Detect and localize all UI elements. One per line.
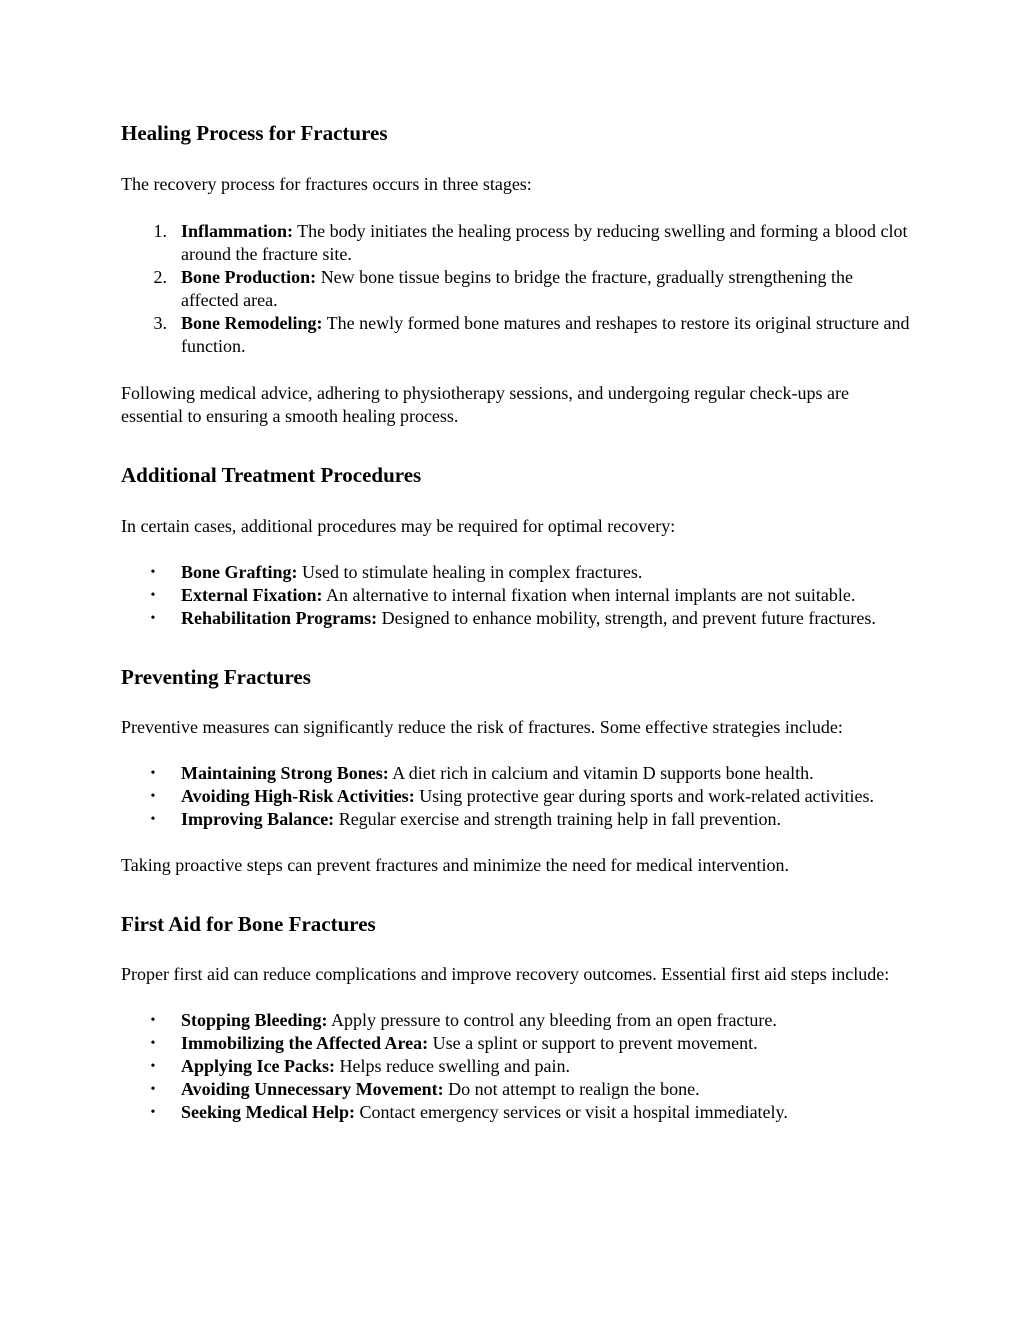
bullet-icon: • <box>150 1082 156 1097</box>
bullet-icon: • <box>150 1105 156 1120</box>
bullet-icon: • <box>150 611 156 626</box>
list-item <box>121 220 911 266</box>
list-item-text: Apply pressure to control any bleeding from an open fracture. <box>327 1010 777 1030</box>
list-item <box>121 266 911 312</box>
list-item <box>121 1055 911 1078</box>
list-item-term: Maintaining Strong Bones: <box>181 763 389 783</box>
list-item-term: Avoiding High-Risk Activities: <box>181 786 415 806</box>
bullet-icon: • <box>150 565 156 580</box>
bullet-icon: • <box>150 1013 156 1028</box>
section-first-aid <box>121 909 911 1124</box>
list-item-text: Do not attempt to realign the bone. <box>443 1079 700 1099</box>
list-number: 2. <box>153 267 167 287</box>
section-heading: First Aid for Bone Fractures <box>121 912 376 936</box>
list-item-text: New bone tissue begins to bridge the fracture, gradually strengthening the affected area. <box>181 267 854 310</box>
list-item-text: Regular exercise and strength training help in fall prevention. <box>334 809 782 829</box>
bullet-icon: • <box>150 812 156 827</box>
list-item-term: Avoiding Unnecessary Movement: <box>181 1079 444 1099</box>
list-item <box>121 1101 911 1124</box>
bullet-list <box>121 762 911 831</box>
bullet-icon: • <box>150 588 156 603</box>
section-intro: Proper first aid can reduce complications and improve recovery outcomes. Essential first aid steps include: <box>121 964 890 984</box>
list-item-term: Inflammation: <box>181 221 293 241</box>
list-item-term: Applying Ice Packs: <box>181 1056 336 1076</box>
bullet-list <box>121 561 911 630</box>
list-item-term: Bone Grafting: <box>181 562 298 582</box>
list-item <box>121 312 911 358</box>
list-item-text: An alternative to internal fixation when internal implants are not suitable. <box>322 585 856 605</box>
list-item-text: Used to stimulate healing in complex fractures. <box>297 562 643 582</box>
section-intro: The recovery process for fractures occurs in three stages: <box>121 174 532 194</box>
bullet-icon: • <box>150 766 156 781</box>
bullet-icon: • <box>150 1036 156 1051</box>
list-item <box>121 561 911 584</box>
list-item-term: Bone Remodeling: <box>181 313 323 333</box>
list-item-text: Use a splint or support to prevent movement. <box>428 1033 758 1053</box>
bullet-list <box>121 1009 911 1124</box>
section-additional-treatment <box>121 460 911 630</box>
section-preventing-fractures <box>121 662 911 877</box>
section-outro: Taking proactive steps can prevent fractures and minimize the need for medical intervention. <box>121 855 789 875</box>
list-item-term: Immobilizing the Affected Area: <box>181 1033 429 1053</box>
list-item-text: Helps reduce swelling and pain. <box>335 1056 570 1076</box>
list-item-term: Improving Balance: <box>181 809 335 829</box>
section-heading: Additional Treatment Procedures <box>121 463 422 487</box>
list-item-text: Contact emergency services or visit a hospital immediately. <box>355 1102 788 1122</box>
section-intro: Preventive measures can significantly reduce the risk of fractures. Some effective strategies include: <box>121 717 843 737</box>
list-item-term: Seeking Medical Help: <box>181 1102 355 1122</box>
section-healing-process <box>121 118 911 428</box>
list-item-term: Rehabilitation Programs: <box>181 608 378 628</box>
section-intro: In certain cases, additional procedures may be required for optimal recovery: <box>121 516 676 536</box>
list-item <box>121 785 911 808</box>
list-item <box>121 1032 911 1055</box>
list-number: 3. <box>153 313 167 333</box>
list-item-term: Bone Production: <box>181 267 317 287</box>
list-item-text: The body initiates the healing process by reducing swelling and forming a blood clot around the fracture site. <box>181 221 908 264</box>
list-item-text: The newly formed bone matures and reshapes to restore its original structure and function. <box>181 313 910 356</box>
list-item <box>121 584 911 607</box>
bullet-icon: • <box>150 789 156 804</box>
list-item <box>121 762 911 785</box>
section-heading: Preventing Fractures <box>121 665 311 689</box>
list-item <box>121 607 911 630</box>
section-outro: Following medical advice, adhering to physiotherapy sessions, and undergoing regular check-ups are essential to ensuring a smooth healing process. <box>121 383 849 426</box>
section-heading: Healing Process for Fractures <box>121 121 388 145</box>
list-item-text: A diet rich in calcium and vitamin D supports bone health. <box>388 763 814 783</box>
list-number: 1. <box>153 221 167 241</box>
document-page <box>121 118 911 1124</box>
list-item-text: Using protective gear during sports and work-related activities. <box>414 786 875 806</box>
bullet-icon: • <box>150 1059 156 1074</box>
list-item <box>121 808 911 831</box>
list-item-term: External Fixation: <box>181 585 323 605</box>
list-item-term: Stopping Bleeding: <box>181 1010 328 1030</box>
list-item-text: Designed to enhance mobility, strength, and prevent future fractures. <box>377 608 876 628</box>
numbered-list <box>121 220 911 358</box>
list-item <box>121 1009 911 1032</box>
list-item <box>121 1078 911 1101</box>
